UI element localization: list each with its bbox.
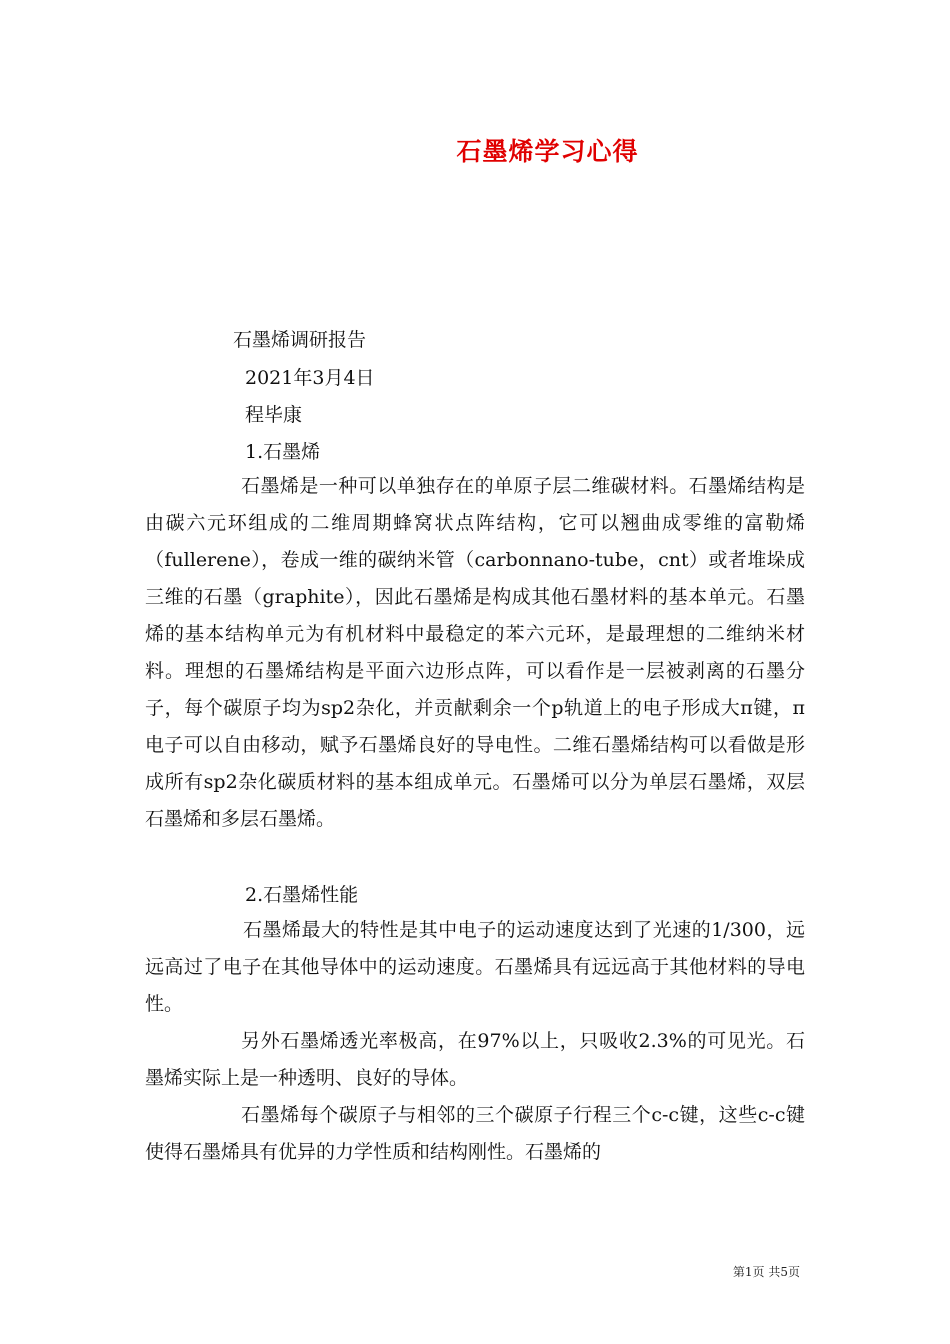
page-number-footer: 第1页 共5页 bbox=[732, 1265, 800, 1279]
section1-heading: 1.石墨烯 bbox=[245, 441, 321, 463]
section2-paragraph-3: 石墨烯每个碳原子与相邻的三个碳原子行程三个c-c键，这些c-c键使得石墨烯具有优异的力学性质和结构刚性。石墨烯的 bbox=[145, 1104, 805, 1163]
section2-paragraph-2: 另外石墨烯透光率极高，在97%以上，只吸收2.3%的可见光。石墨烯实际上是一种透明、良好的导体。 bbox=[145, 1030, 805, 1089]
report-title: 石墨烯调研报告 bbox=[233, 329, 367, 351]
section2-paragraph-1: 石墨烯最大的特性是其中电子的运动速度达到了光速的1/300，远远高过了电子在其他导体中的运动速度。石墨烯具有远远高于其他材料的导电性。 bbox=[145, 919, 805, 1015]
section1-paragraph: 石墨烯是一种可以单独存在的单原子层二维碳材料。石墨烯结构是由碳六元环组成的二维周期蜂窝状点阵结构，它可以翘曲成零维的富勒烯（fullerene），卷成一维的碳纳米管（carbonnano-tube，cnt）或者堆垛成三维的石墨（graphite），因此石墨烯是构成其他石墨材料的基本单元。石墨烯的基本结构单元为有机材料中最稳定的苯六元环，是最理想的二维纳米材料。理想的石墨烯结构是平面六边形点阵，可以看作是一层被剥离的石墨分子，每个碳原子均为sp2杂化，并贡献剩余一个p轨道上的电子形成大π键，π电子可以自由移动，赋予石墨烯良好的导电性。二维石墨烯结构可以看做是形成所有sp2杂化碳质材料的基本组成单元。石墨烯可以分为单层石墨烯，双层石墨烯和多层石墨烯。 bbox=[145, 475, 805, 830]
report-author: 程毕康 bbox=[245, 404, 303, 426]
section2-heading: 2.石墨烯性能 bbox=[245, 884, 359, 906]
report-date: 2021年3月4日 bbox=[245, 367, 375, 389]
document-title: 石墨烯学习心得 bbox=[456, 137, 639, 166]
